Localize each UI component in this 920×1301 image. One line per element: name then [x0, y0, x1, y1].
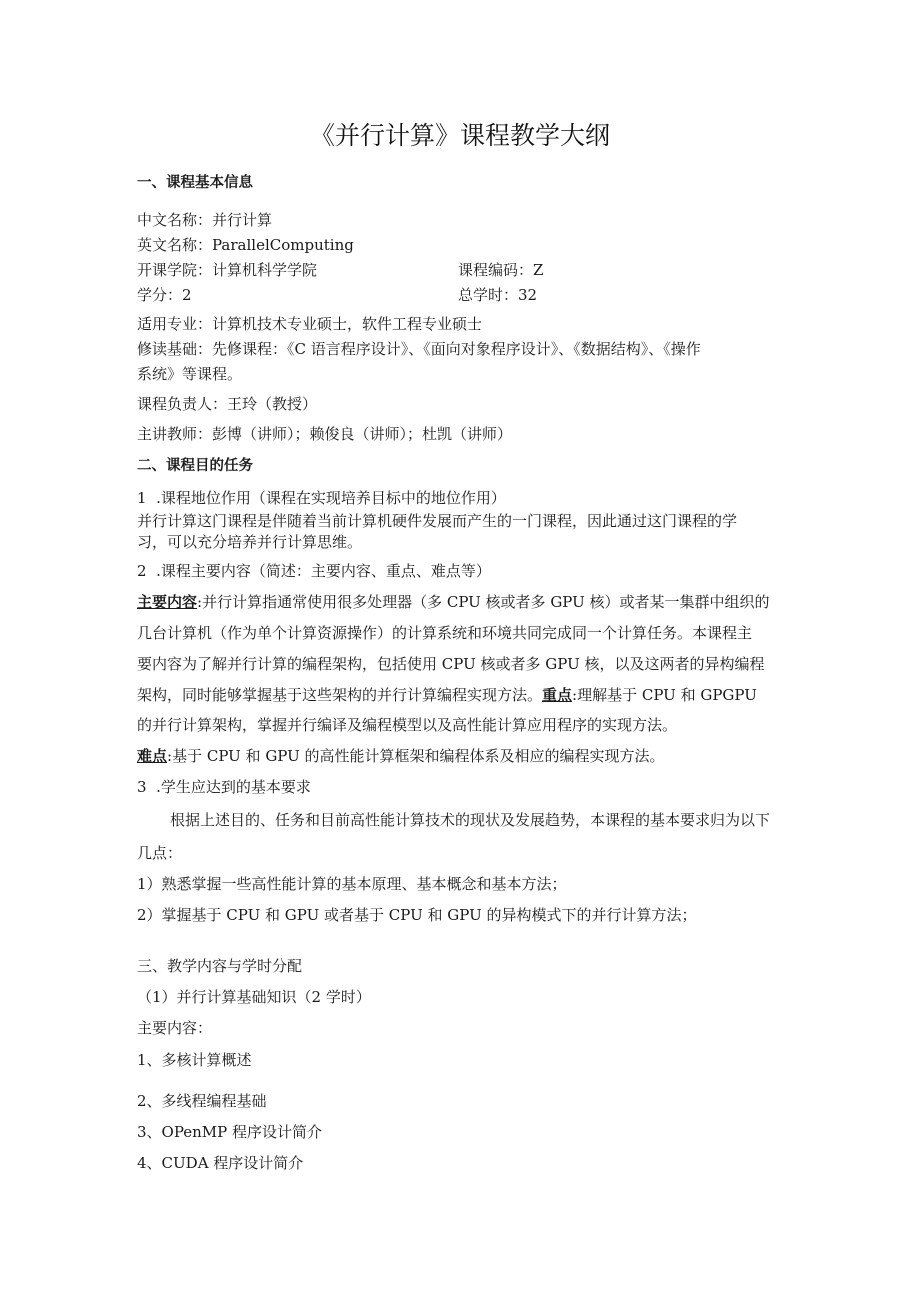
main-content-line3: 要内容为了解并行计算的编程架构，包括使用 CPU 核或者多 GPU 核，以及这两者的异构编程: [137, 655, 765, 673]
unit1-main-label: 主要内容：: [137, 1019, 213, 1037]
requirement-line1: 根据上述目的、任务和目前高性能计算技术的现状及发展趋势，本课程的基本要求归为以下: [170, 811, 771, 829]
applicable-major: 适用专业：计算机技术专业硕士，软件工程专业硕士: [137, 315, 483, 333]
main-content-line2: 几台计算机（作为单个计算资源操作）的计算系统和环境共同完成同一个计算任务。本课程主: [137, 624, 753, 642]
course-code: 课程编码：Z: [458, 261, 544, 279]
credit: 学分：2: [137, 286, 192, 304]
main-content-text4a: 架构，同时能够掌握基于这些架构的并行计算编程实现方法。: [137, 686, 543, 704]
point1-line1: 并行计算这门课程是伴随着当前计算机硬件发展而产生的一门课程，因此通过这门课程的学: [137, 512, 738, 530]
prerequisite-line1: 修读基础：先修课程：《C 语言程序设计》、《面向对象程序设计》、《数据结构》、《操作: [137, 340, 701, 358]
college: 开课学院：计算机科学学院: [137, 261, 318, 279]
point2-title: 2 .课程主要内容（简述：主要内容、重点、难点等）: [137, 562, 491, 580]
difficulty-line: [137, 746, 665, 766]
en-name: 英文名称：ParallelComputing: [137, 236, 354, 254]
section2-heading: 二、课程目的任务: [137, 458, 253, 474]
main-content-text1: :并行计算指通常使用很多处理器（多 CPU 核或者多 GPU 核）或者某一集群中组织的: [197, 593, 770, 611]
main-content-line1: [137, 592, 770, 612]
point1-line2: 习，可以充分培养并行计算思维。: [137, 533, 363, 551]
difficulty-label: 难点: [137, 747, 168, 765]
cn-name: 中文名称：并行计算: [137, 211, 273, 229]
requirement-item1: 1）熟悉掌握一些高性能计算的基本原理、基本概念和基本方法；: [137, 875, 567, 893]
requirement-line2: 几点：: [137, 844, 183, 862]
unit1-item4: 4、CUDA 程序设计简介: [137, 1154, 304, 1172]
total-hours: 总学时：32: [458, 286, 538, 304]
section3-heading: 三、教学内容与学时分配: [137, 957, 303, 975]
section1-heading: 一、课程基本信息: [137, 175, 253, 191]
unit1-item2: 2、多线程编程基础: [137, 1092, 267, 1110]
unit1-item1: 1、多核计算概述: [137, 1051, 252, 1069]
main-content-line4: [137, 685, 757, 705]
course-leader: 课程负责人：王玲（教授）: [137, 395, 318, 413]
prerequisite-line2: 系统》等课程。: [137, 365, 243, 383]
main-content-line5: 的并行计算架构，掌握并行编译及编程模型以及高性能计算应用程序的实现方法。: [137, 716, 678, 734]
key-point-label: 重点: [542, 686, 573, 704]
main-content-label: 主要内容: [137, 593, 198, 611]
lecturers: 主讲教师：彭博（讲师）；赖俊良（讲师）；杜凯（讲师）: [137, 425, 513, 443]
point1-title: 1 .课程地位作用（课程在实现培养目标中的地位作用）: [137, 489, 506, 507]
document-title: 《并行计算》课程教学大纲: [309, 121, 610, 150]
unit1-item3: 3、OPenMP 程序设计简介: [137, 1123, 323, 1141]
point3-title: 3 .学生应达到的基本要求: [137, 778, 311, 796]
requirement-item2: 2）掌握基于 CPU 和 GPU 或者基于 CPU 和 GPU 的异构模式下的并行计算方法；: [137, 906, 697, 924]
difficulty-text: :基于 CPU 和 GPU 的高性能计算框架和编程体系及相应的编程实现方法。: [167, 747, 665, 765]
unit1-title: （1）并行计算基础知识（2 学时）: [137, 988, 371, 1006]
main-content-text4b: :理解基于 CPU 和 GPGPU: [572, 686, 757, 704]
